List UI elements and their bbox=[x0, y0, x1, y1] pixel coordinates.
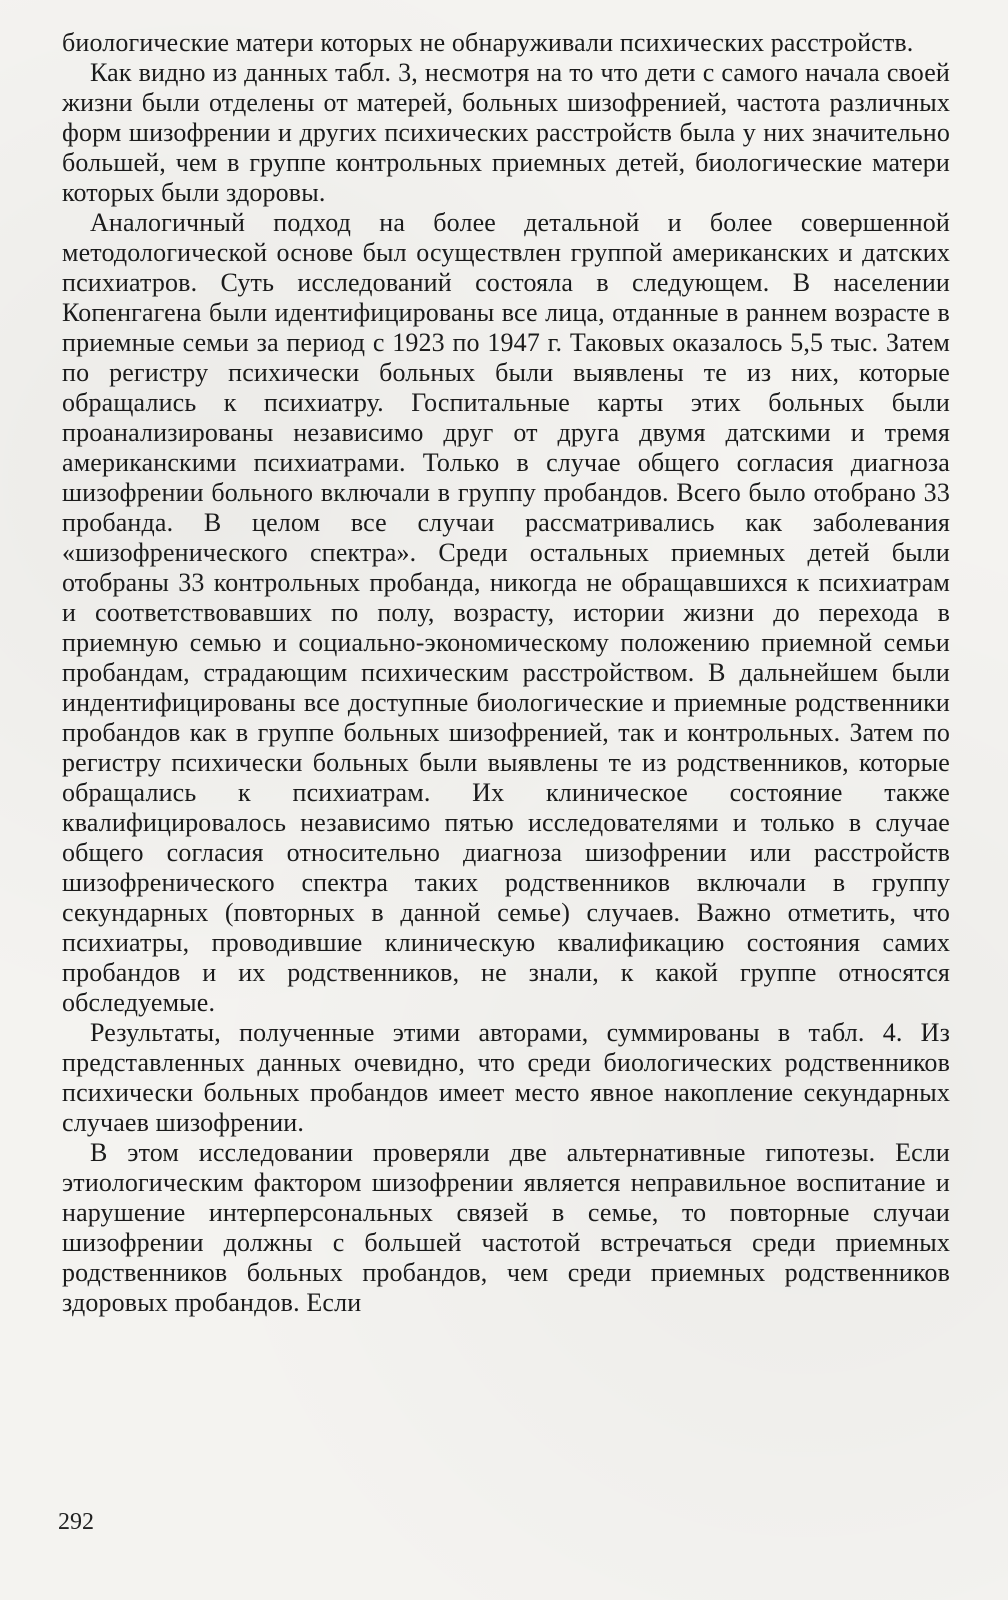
paragraph-table-4-results: Результаты, полученные этими авторами, суммированы в табл. 4. Из представленных данных очевидно, что среди биологических родственников психически больных пробандов имеет место явное накопление секундарных случаев шизофрении. bbox=[62, 1018, 950, 1137]
body-text bbox=[62, 28, 950, 1318]
page-number: 292 bbox=[58, 1509, 94, 1535]
paragraph-table-3: Как видно из данных табл. 3, несмотря на то что дети с самого начала своей жизни были отделены от матерей, больных шизофренией, частота различных форм шизофрении и других психических расстройств была у них значительно большей, чем в группе контрольных приемных детей, биологические матери которых были здоровы. bbox=[62, 58, 950, 207]
paragraph-hypotheses: В этом исследовании проверяли две альтернативные гипотезы. Если этиологическим фактором шизофрении является неправильное воспитание и нарушение интерперсональных связей в семье, то повторные случаи шизофрении должны с большей частотой встречаться среди приемных родственников больных пробандов, чем среди приемных родственников здоровых пробандов. Если bbox=[62, 1138, 950, 1317]
paragraph-continuation: биологические матери которых не обнаруживали психических расстройств. bbox=[62, 28, 914, 57]
paragraph-adoption-study: Аналогичный подход на более детальной и более совершенной методологической основе был осуществлен группой американских и датских психиатров. Суть исследований состояла в следующем. В населении Копенгагена были идентифицированы все лица, отданные в раннем возрасте в приемные семьи за период с 1923 по 1947 г. Таковых оказалось 5,5 тыс. Затем по регистру психически больных были выявлены те из них, которые обращались к психиатру. Госпитальные карты этих больных были проанализированы независимо друг от друга двумя датскими и тремя американскими психиатрами. Только в случае общего согласия диагноза шизофрении больного включали в группу пробандов. Всего было отобрано 33 пробанда. В целом все случаи рассматривались как заболевания «шизофренического спектра». Среди остальных приемных детей были отобраны 33 контрольных пробанда, никогда не обращавшихся к психиатрам и соответствовавших по полу, возрасту, истории жизни до перехода в приемную семью и социально-экономическому положению приемной семьи пробандам, страдающим психическим расстройством. В дальнейшем были индентифицированы все доступные биологические и приемные родственники пробандов как в группе больных шизофренией, так и контрольных. Затем по регистру психически больных были выявлены те из родственников, которые обращались к психиатрам. Их клиническое состояние также квалифицировалось независимо пятью исследователями и только в случае общего согласия относительно диагноза шизофрении или расстройств шизофренического спектра таких родственников включали в группу секундарных (повторных в данной семье) случаев. Важно отметить, что психиатры, проводившие клиническую квалификацию состояния самих пробандов и их родственников, не знали, к какой группе относятся обследуемые. bbox=[62, 208, 950, 1017]
